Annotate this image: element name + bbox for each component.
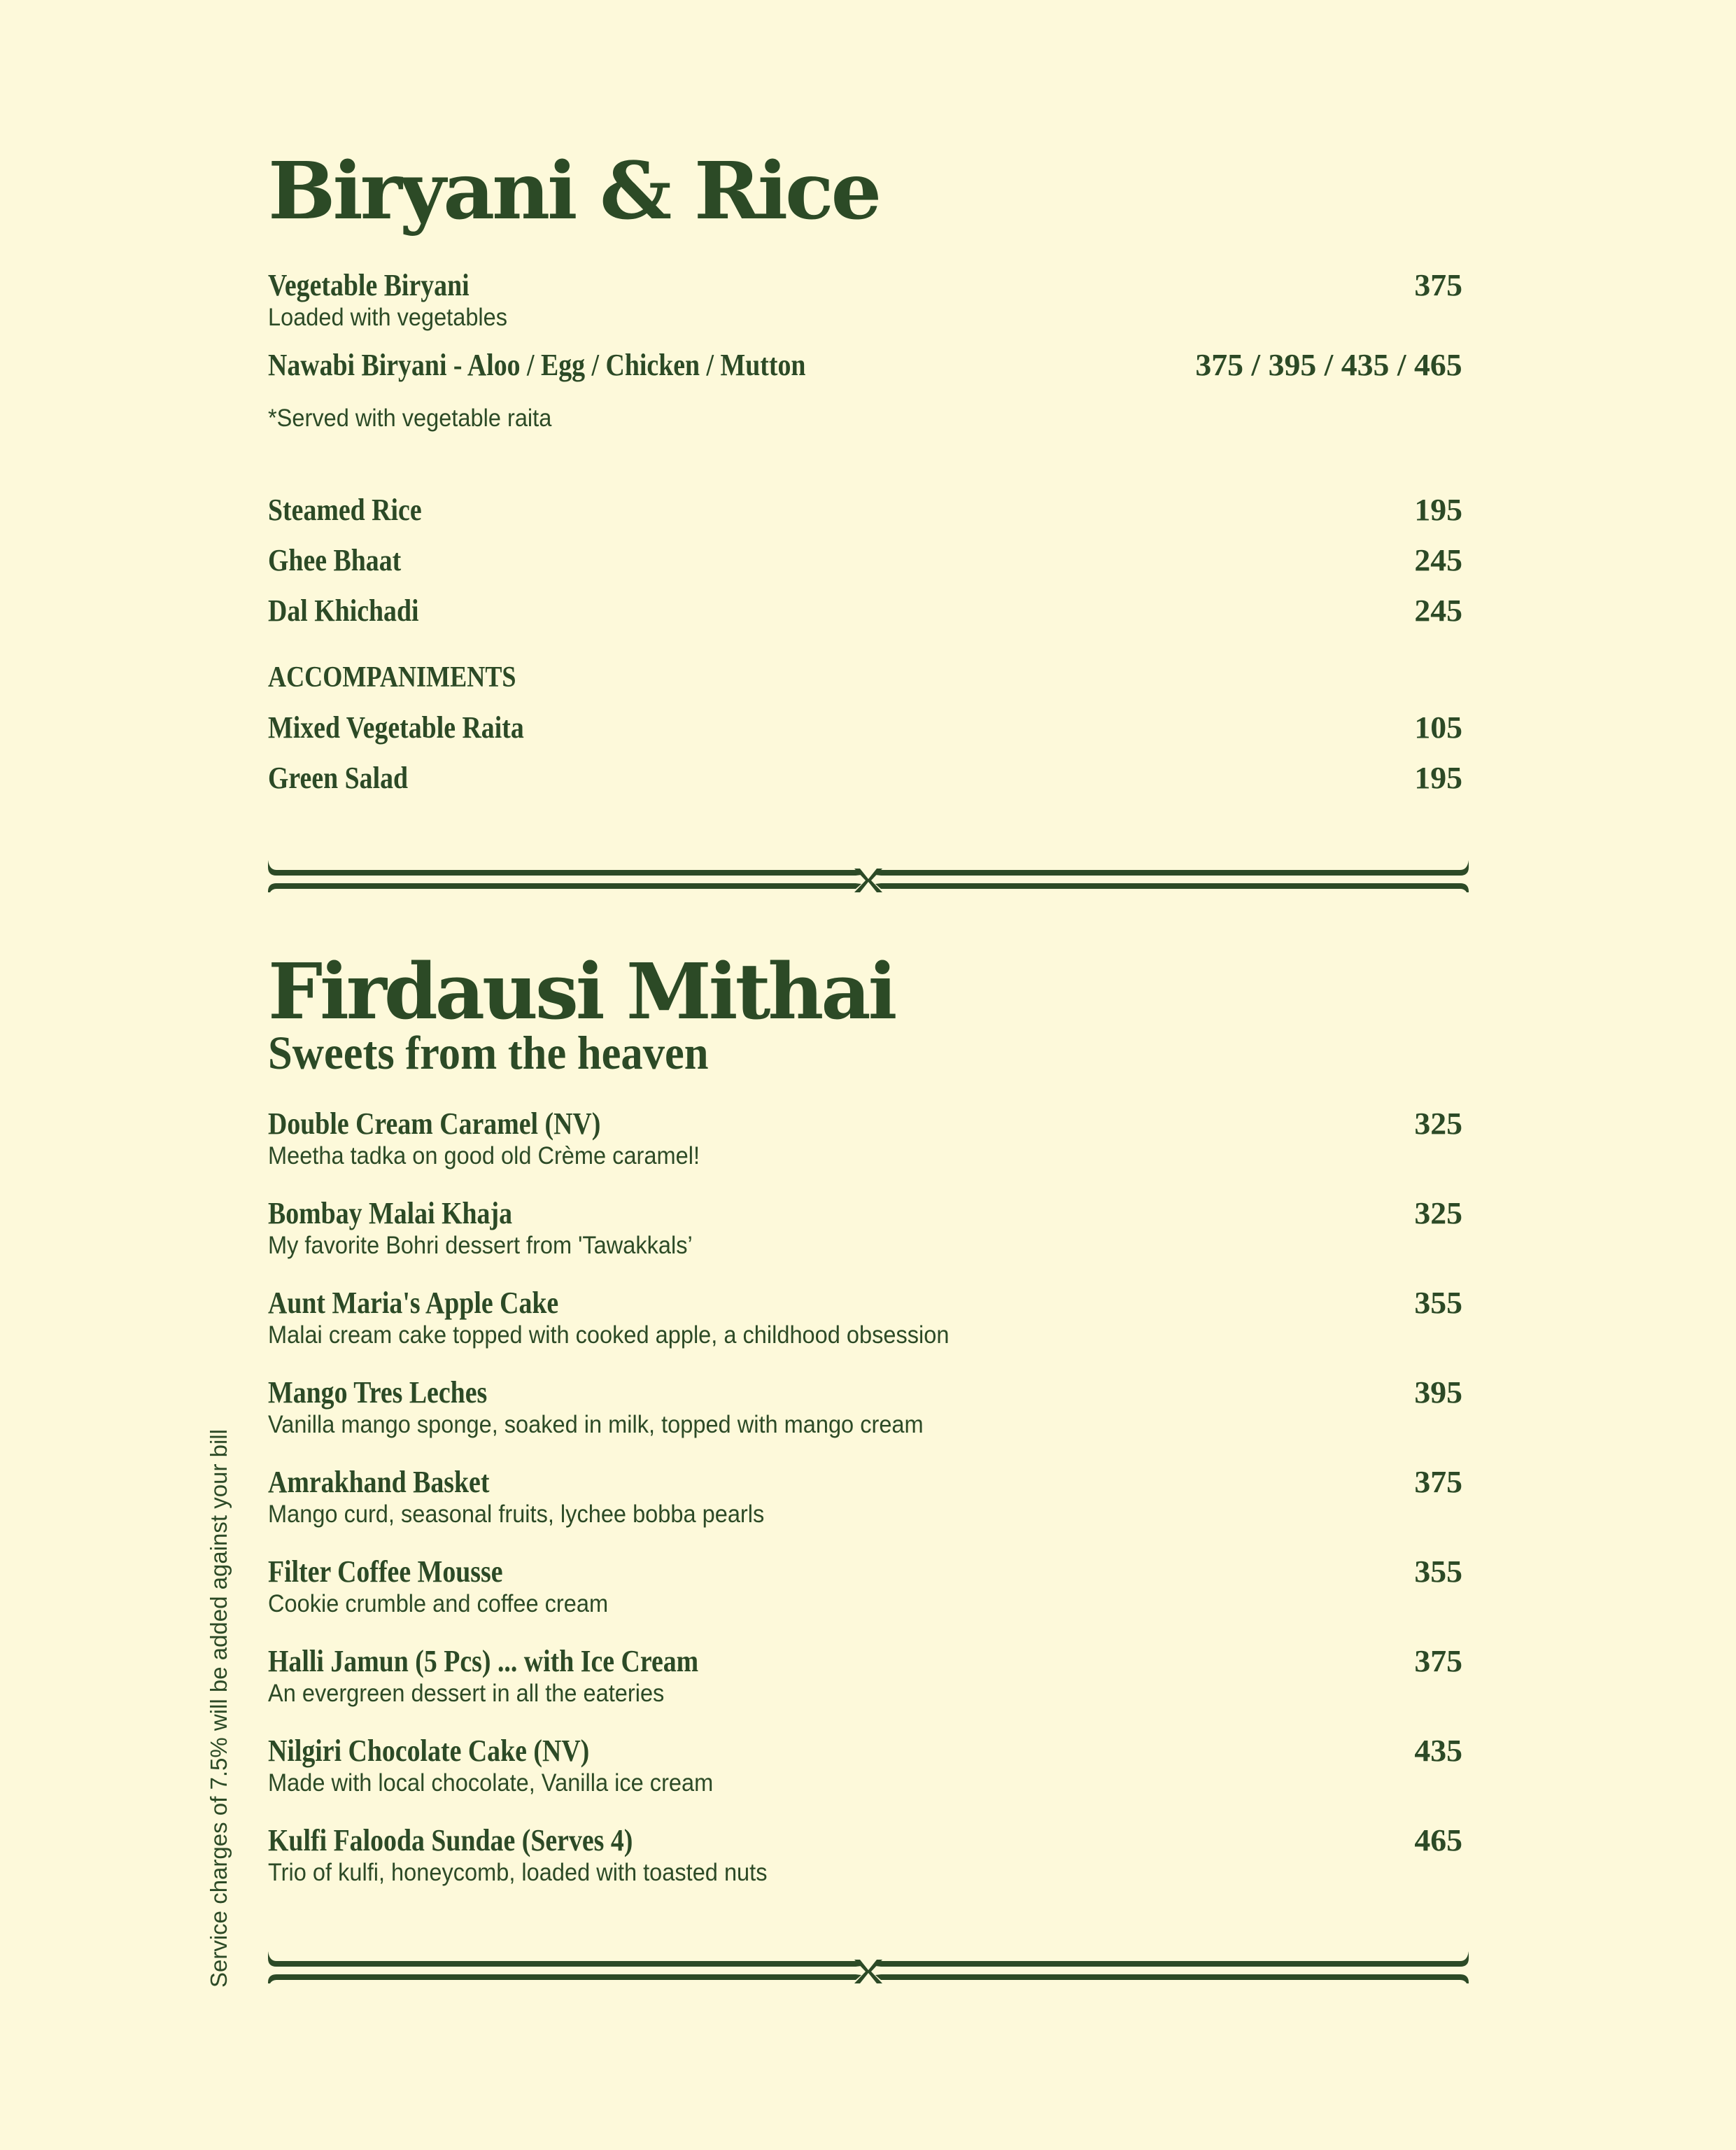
- item-name: Bombay Malai Khaja: [268, 1196, 512, 1230]
- item-price: 195: [1414, 761, 1462, 795]
- item-name: Mixed Vegetable Raita: [268, 710, 524, 745]
- item-price: 355: [1414, 1554, 1462, 1589]
- item-description: Loaded with vegetables: [268, 304, 508, 331]
- menu-item: [268, 495, 1462, 534]
- item-name: Nawabi Biryani - Aloo / Egg / Chicken / Mutton: [268, 348, 806, 382]
- item-name: Double Cream Caramel (NV): [268, 1106, 601, 1141]
- service-charge-note: Service charges of 7.5% will be added against your bill: [206, 1429, 232, 1988]
- section-subtitle: Sweets from the heaven: [268, 1026, 709, 1079]
- item-price: 325: [1414, 1196, 1462, 1230]
- menu-item: [268, 1375, 1462, 1438]
- item-name: Kulfi Falooda Sundae (Serves 4): [268, 1823, 633, 1857]
- item-name: Vegetable Biryani: [268, 268, 470, 302]
- item-price: 375: [1414, 1465, 1462, 1499]
- menu-item: [268, 545, 1462, 584]
- ornamental-divider-icon: [268, 857, 1469, 892]
- item-description: Trio of kulfi, honeycomb, loaded with toasted nuts: [268, 1859, 768, 1886]
- item-name: Halli Jamun (5 Pcs) ... with Ice Cream: [268, 1644, 699, 1678]
- item-description: Made with local chocolate, Vanilla ice cream: [268, 1769, 714, 1797]
- menu-item: [268, 1106, 1462, 1169]
- served-with-note: *Served with vegetable raita: [268, 405, 552, 432]
- item-description: Malai cream cake topped with cooked apple, a childhood obsession: [268, 1321, 950, 1349]
- menu-item: [268, 1644, 1462, 1707]
- item-price: 355: [1414, 1286, 1462, 1320]
- menu-item: [268, 1554, 1462, 1617]
- menu-item: [268, 1465, 1462, 1528]
- item-name: Filter Coffee Mousse: [268, 1554, 503, 1589]
- menu-item: [268, 268, 1462, 331]
- item-name: Dal Khichadi: [268, 593, 419, 628]
- item-price: 435: [1414, 1734, 1462, 1768]
- menu-item: [268, 1734, 1462, 1797]
- menu-item: [268, 763, 1462, 802]
- ornamental-divider-icon: [268, 1948, 1469, 1983]
- item-price: 375: [1414, 268, 1462, 302]
- item-price: 245: [1414, 543, 1462, 577]
- menu-item: [268, 1823, 1462, 1886]
- menu-item: [268, 712, 1462, 752]
- item-price: 105: [1414, 710, 1462, 745]
- menu-item: [268, 350, 1462, 389]
- item-price: 325: [1414, 1106, 1462, 1141]
- item-price: 195: [1414, 493, 1462, 527]
- section-title-biryani-rice: Biryani & Rice: [268, 146, 880, 237]
- menu-item: [268, 593, 1462, 635]
- item-description: My favorite Bohri dessert from 'Tawakkals’: [268, 1232, 693, 1259]
- section-title-firdausi-mithai: Firdausi Mithai: [268, 946, 895, 1037]
- item-price: 375: [1414, 1644, 1462, 1678]
- item-description: Cookie crumble and coffee cream: [268, 1590, 609, 1617]
- item-price: 245: [1414, 593, 1462, 628]
- item-price: 465: [1414, 1823, 1462, 1857]
- item-description: Meetha tadka on good old Crème caramel!: [268, 1142, 700, 1169]
- menu-item: [268, 1196, 1462, 1259]
- item-name: Green Salad: [268, 761, 409, 795]
- item-description: An evergreen dessert in all the eateries: [268, 1680, 665, 1707]
- accompaniments-heading: ACCOMPANIMENTS: [268, 661, 516, 694]
- item-name: Steamed Rice: [268, 493, 422, 527]
- item-name: Nilgiri Chocolate Cake (NV): [268, 1734, 590, 1768]
- menu-item: [268, 1286, 1462, 1349]
- item-name: Mango Tres Leches: [268, 1375, 488, 1410]
- item-name: Ghee Bhaat: [268, 543, 402, 577]
- item-name: Amrakhand Basket: [268, 1465, 490, 1499]
- item-price: 375 / 395 / 435 / 465: [1195, 348, 1462, 382]
- item-price: 395: [1414, 1375, 1462, 1410]
- item-description: Mango curd, seasonal fruits, lychee bobba pearls: [268, 1501, 765, 1528]
- item-description: Vanilla mango sponge, soaked in milk, topped with mango cream: [268, 1411, 924, 1438]
- item-name: Aunt Maria's Apple Cake: [268, 1286, 559, 1320]
